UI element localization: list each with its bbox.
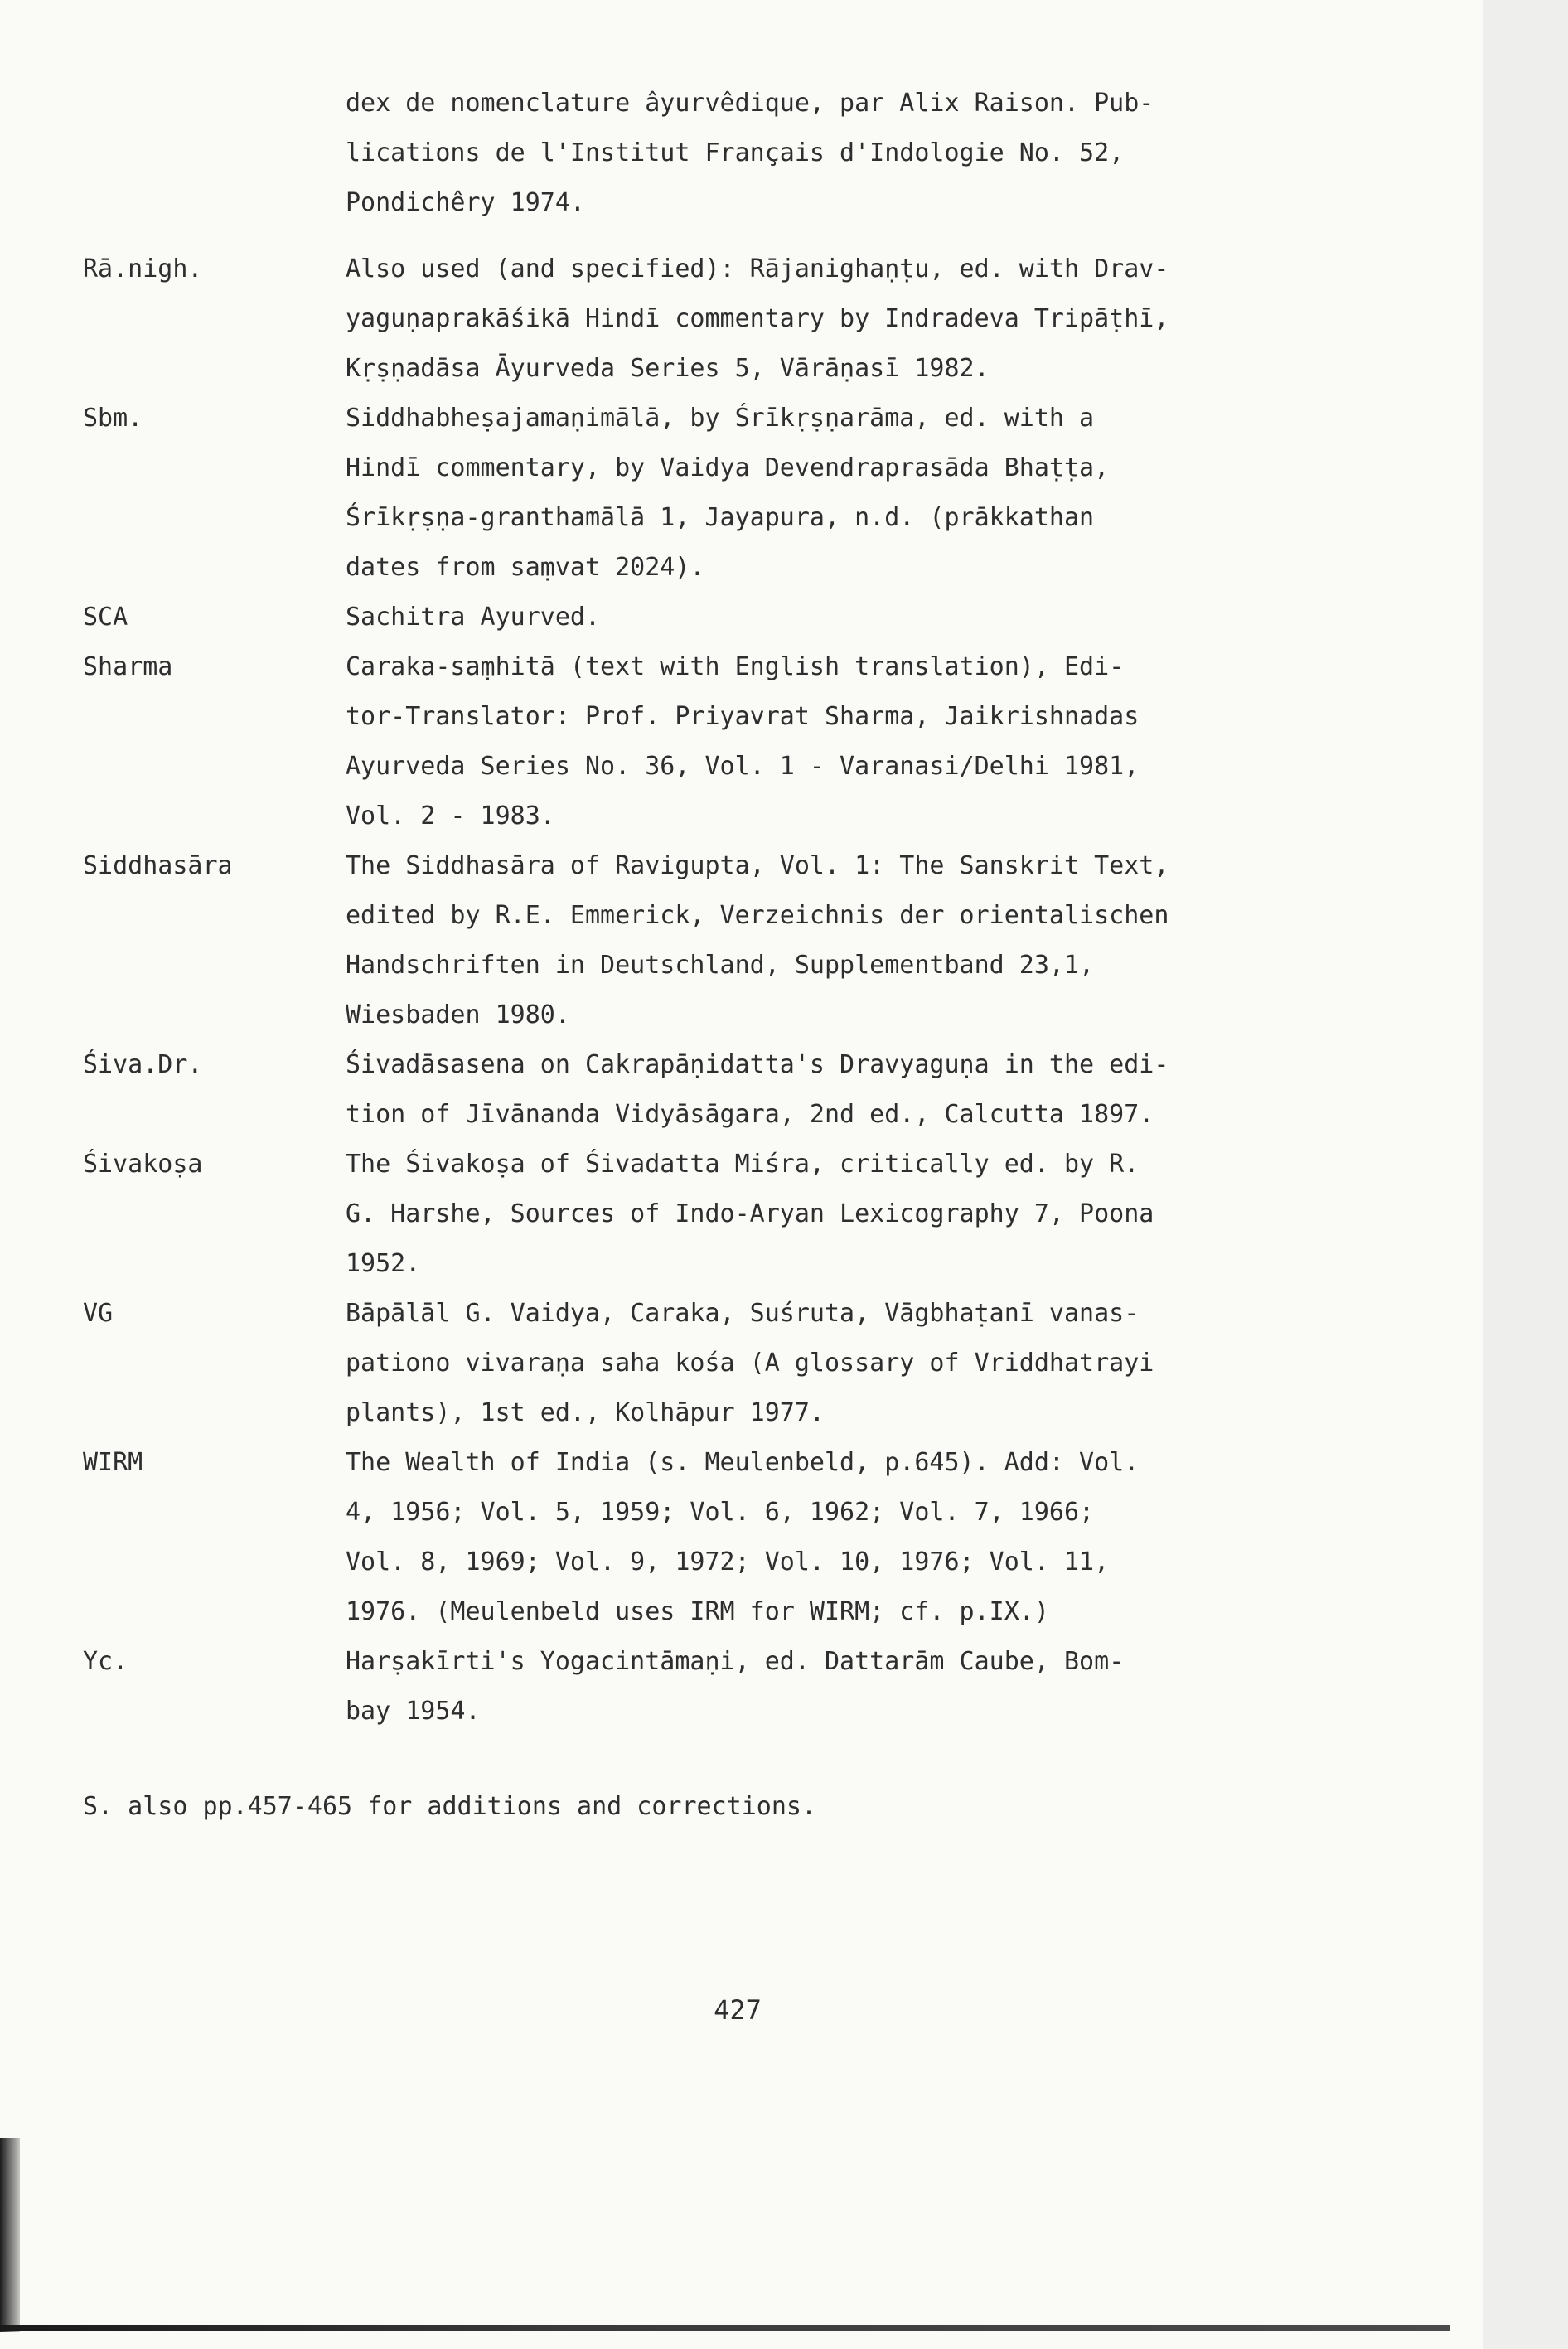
entry-description xyxy=(346,1140,1290,1289)
entry-abbreviation: SCA xyxy=(83,603,128,632)
entry-description xyxy=(346,79,1290,228)
description-line: The Wealth of India (s. Meulenbeld, p.645). Add: Vol. xyxy=(346,1448,1140,1477)
entry-description xyxy=(346,1289,1290,1438)
description-line: Vol. 8, 1969; Vol. 9, 1972; Vol. 10, 1976; Vol. 11, xyxy=(346,1547,1110,1576)
description-line: bay 1954. xyxy=(346,1697,481,1726)
description-line: Śrīkṛṣṇa-granthamālā 1, Jayapura, n.d. (prākkathan xyxy=(346,503,1095,532)
description-line: Bāpālāl G. Vaidya, Caraka, Suśruta, Vāgbhaṭanī vanas- xyxy=(346,1299,1140,1328)
entry-abbreviation: Śivakoṣa xyxy=(83,1150,203,1179)
entry-abbreviation: Yc. xyxy=(83,1647,128,1676)
description-line: tion of Jīvānanda Vidyāsāgara, 2nd ed., Calcutta 1897. xyxy=(346,1100,1154,1129)
entry-description xyxy=(346,1637,1290,1736)
entry-description xyxy=(346,841,1290,1040)
description-line: Siddhabheṣajamaṇimālā, by Śrīkṛṣṇarāma, ed. with a xyxy=(346,404,1095,433)
description-line: pationo vivaraṇa saha kośa (A glossary of Vriddhatrayi xyxy=(346,1349,1154,1378)
description-line: 1976. (Meulenbeld uses IRM for WIRM; cf. p.IX.) xyxy=(346,1597,1049,1626)
description-line: Wiesbaden 1980. xyxy=(346,1000,570,1029)
description-line: lications de l'Institut Français d'Indologie No. 52, xyxy=(346,138,1125,167)
description-line: Vol. 2 - 1983. xyxy=(346,802,555,831)
description-line: plants), 1st ed., Kolhāpur 1977. xyxy=(346,1398,825,1427)
description-line: 1952. xyxy=(346,1249,421,1278)
description-line: Handschriften in Deutschland, Supplementband 23,1, xyxy=(346,951,1095,980)
entry-description xyxy=(346,394,1290,593)
description-line: Also used (and specified): Rājanighaṇṭu, ed. with Drav- xyxy=(346,254,1169,283)
description-line: edited by R.E. Emmerick, Verzeichnis der orientalischen xyxy=(346,901,1169,930)
description-line: Hindī commentary, by Vaidya Devendraprasāda Bhaṭṭa, xyxy=(346,453,1110,482)
description-line: G. Harshe, Sources of Indo-Aryan Lexicography 7, Poona xyxy=(346,1199,1154,1228)
description-line: Ayurveda Series No. 36, Vol. 1 - Varanasi/Delhi 1981, xyxy=(346,752,1140,781)
entry-description xyxy=(346,245,1290,394)
description-line: The Śivakoṣa of Śivadatta Miśra, critically ed. by R. xyxy=(346,1150,1140,1179)
page-number: 427 xyxy=(714,1994,762,2026)
description-line: Pondichêry 1974. xyxy=(346,188,585,217)
entry-abbreviation: Sbm. xyxy=(83,404,143,433)
entry-abbreviation: VG xyxy=(83,1299,114,1328)
description-line: dex de nomenclature âyurvêdique, par Alix Raison. Pub- xyxy=(346,89,1154,118)
description-line: 4, 1956; Vol. 5, 1959; Vol. 6, 1962; Vol. 7, 1966; xyxy=(346,1498,1095,1527)
entry-abbreviation: Rā.nigh. xyxy=(83,254,203,283)
entry-abbreviation: Śiva.Dr. xyxy=(83,1050,203,1079)
entry-description xyxy=(346,593,1290,642)
bottom-rule xyxy=(0,2325,1450,2331)
entry-description xyxy=(346,1438,1290,1637)
footnote: S. also pp.457-465 for additions and corrections. xyxy=(83,1792,817,1821)
binding-shadow xyxy=(0,2138,20,2332)
description-line: dates from saṃvat 2024). xyxy=(346,553,705,582)
entry-description xyxy=(346,642,1290,841)
description-line: Śivadāsasena on Cakrapāṇidatta's Dravyaguṇa in the edi- xyxy=(346,1050,1169,1079)
description-line: Harṣakīrti's Yogacintāmaṇi, ed. Dattarām Caube, Bom- xyxy=(346,1647,1125,1676)
description-line: Caraka-saṃhitā (text with English translation), Edi- xyxy=(346,652,1125,681)
entry-abbreviation: WIRM xyxy=(83,1448,143,1477)
entry-abbreviation: Sharma xyxy=(83,652,173,681)
description-line: Kṛṣṇadāsa Āyurveda Series 5, Vārāṇasī 1982. xyxy=(346,354,990,383)
description-line: yaguṇaprakāśikā Hindī commentary by Indradeva Tripāṭhī, xyxy=(346,304,1169,333)
description-line: Sachitra Ayurved. xyxy=(346,603,601,632)
description-line: tor-Translator: Prof. Priyavrat Sharma, Jaikrishnadas xyxy=(346,702,1140,731)
entry-abbreviation: Siddhasāra xyxy=(83,851,233,880)
description-line: The Siddhasāra of Ravigupta, Vol. 1: The Sanskrit Text, xyxy=(346,851,1169,880)
entry-description xyxy=(346,1040,1290,1140)
page-edge-shadow xyxy=(1483,0,1568,2349)
